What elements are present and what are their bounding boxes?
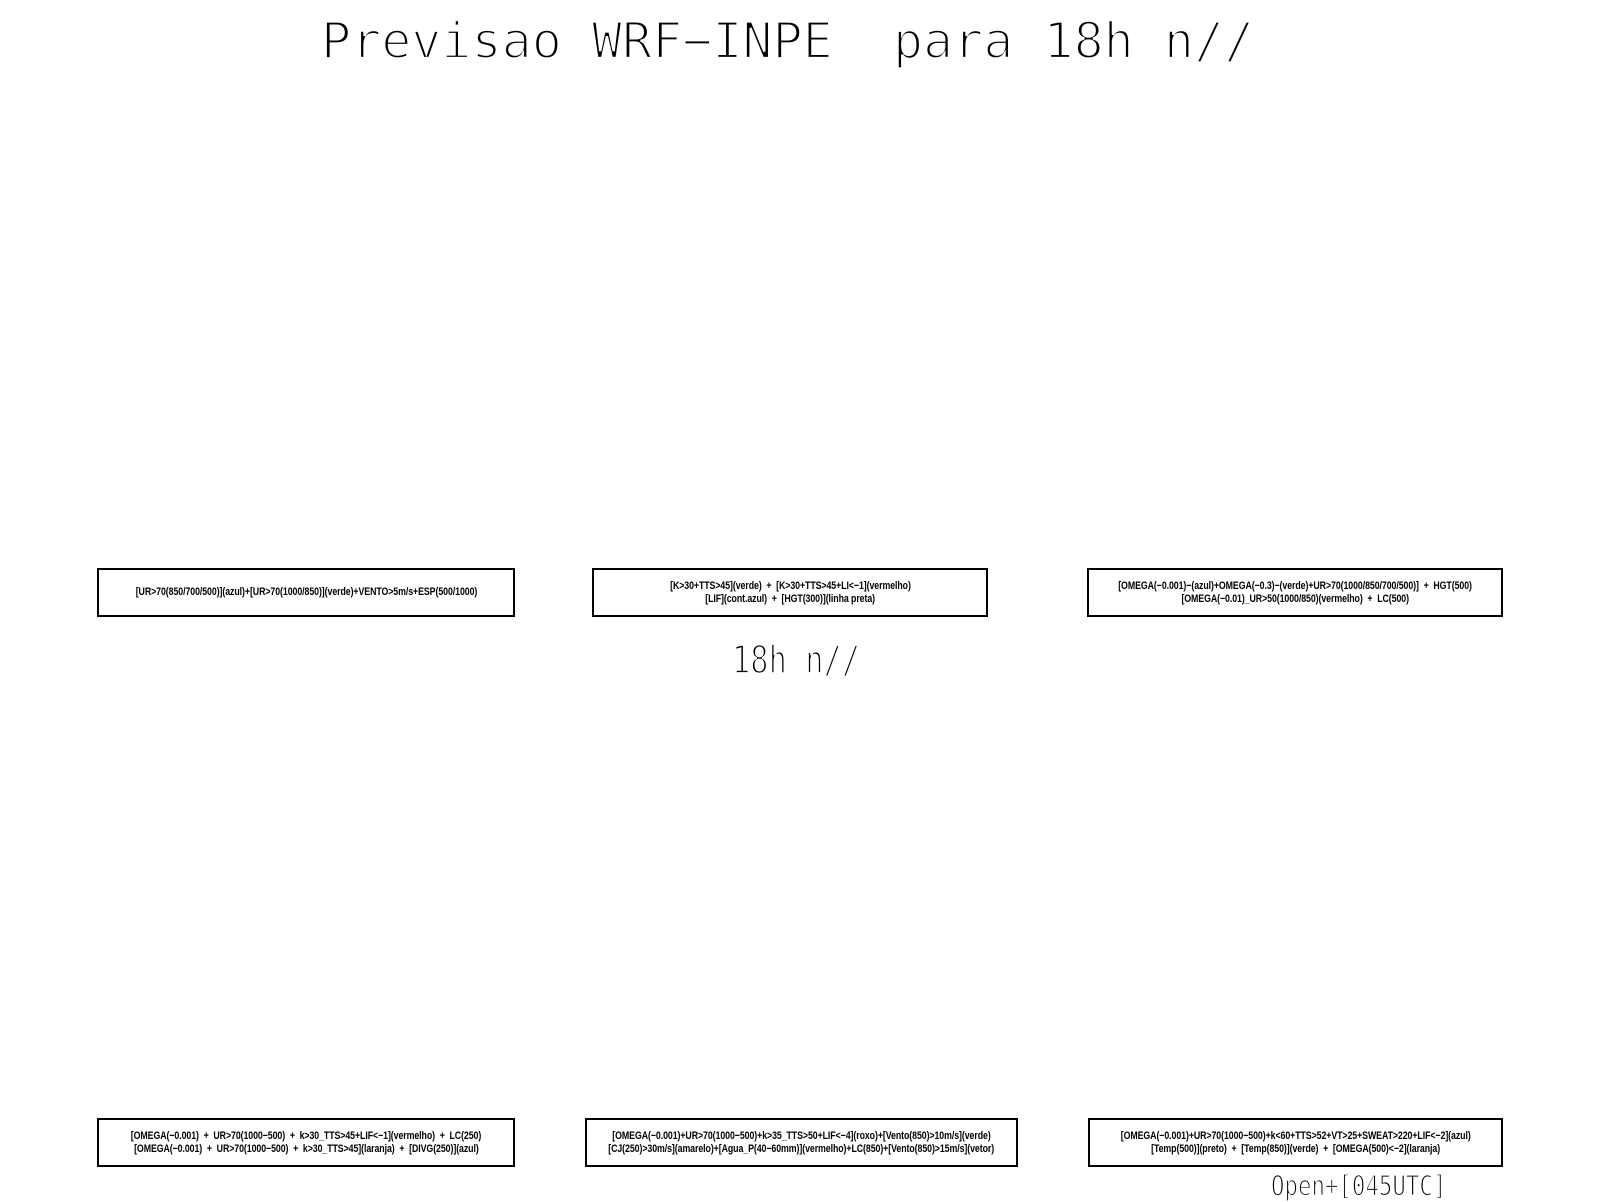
legend-line: [UR>70(850/700/500)](azul)+[UR>70(1000/850)](verde)+VENTO>5m/s+ESP(500/1000) xyxy=(135,586,477,598)
panel-time-label: 18h n// xyxy=(732,638,861,682)
legend-line: [OMEGA(−0.001)−(azul)+OMEGA(−0.3)−(verde)+UR>70(1000/850/700/500)] + HGT(500) xyxy=(1118,579,1472,592)
legend-box-top-left xyxy=(97,568,515,617)
legend-box-top-right xyxy=(1087,568,1503,617)
legend-line: [OMEGA(−0.001)+UR>70(1000−500)+k<60+TTS>52+VT>25+SWEAT>220+LIF<−2](azul) xyxy=(1120,1129,1471,1142)
legend-box-bottom-center xyxy=(585,1118,1018,1167)
legend-box-bottom-right xyxy=(1088,1118,1503,1167)
legend-line: [OMEGA(−0.001) + UR>70(1000−500) + k>30_TTS>45+LIF<−1](vermelho) + LC(250) xyxy=(130,1129,482,1142)
legend-line: [K>30+TTS>45](verde) + [K>30+TTS>45+LI<−1](vermelho) xyxy=(669,579,911,592)
legend-line: [OMEGA(−0.01)_UR>50(1000/850)(vermelho) + LC(500) xyxy=(1181,592,1409,605)
legend-line: [CJ(250)>30m/s](amarelo)+[Agua_P(40−60mm)](vermelho)+LC(850)+[Vento(850)>15m/s](vetor) xyxy=(608,1142,995,1155)
page-title: Previsao WRF−INPE para 18h n// xyxy=(321,12,1255,70)
legend-line: [Temp(500)](preto) + [Temp(850)](verde) + [OMEGA(500)<−2](laranja) xyxy=(1151,1142,1440,1155)
legend-box-top-center xyxy=(592,568,988,617)
legend-box-bottom-left xyxy=(97,1118,515,1167)
legend-line: [LIF](cont.azul) + [HGT(300)](linha preta) xyxy=(705,592,875,605)
legend-line: [OMEGA(−0.001)+UR>70(1000−500)+k>35_TTS>50+LIF<−4](roxo)+[Vento(850)>10m/s](verde) xyxy=(612,1129,991,1142)
legend-line: [OMEGA(−0.001) + UR>70(1000−500) + k>30_TTS>45](laranja) + [DIVG(250)](azul) xyxy=(133,1142,479,1155)
footer-runtime-label: Open+[045UTC] xyxy=(1271,1169,1447,1202)
